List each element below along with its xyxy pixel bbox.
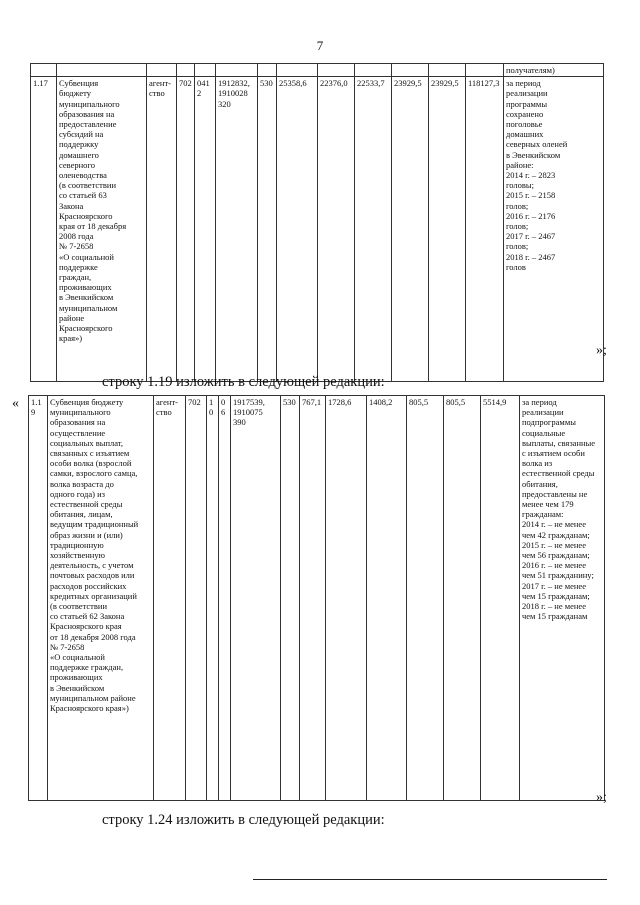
table-row [29,396,605,801]
value-2017-cell: 23929,5 [392,77,429,382]
csr-cell: 1912832, 1910028 320 [216,77,258,382]
closing-quote: »; [596,790,607,805]
instruction-line: строку 1.19 изложить в следующей редакции: [102,374,385,390]
agency-cell: агент- ство [147,77,177,382]
total-cell: 5514,9 [481,396,520,801]
result-cell: за период реализации подпрограммы социальные выплаты, связанные с изъятием особи волка из естественной среды обитания, предоставлены не менее чем 179 гражданам: 2014 г. – не менее чем 42 гражданам; 2015 г. – не менее чем 56 гражданам; 2016 г. – не менее чем 51 гражданину; 2017 г. – не менее чем 15 гражданам; 2018 г. – не менее чем 15 гражданам [520,396,605,801]
value-2015-cell: 22376,0 [318,77,355,382]
value-2014-cell: 25358,6 [277,77,318,382]
budget-table-row-1-17 [30,63,604,382]
result-cell: за период реализации программы сохранено поголовье домашних северных оленей в Эвенкийском районе: 2014 г. – 2823 головы; 2015 г. – 2158 голов; 2016 г. – 2176 голов; 2017 г. – 2467 голов; 2018 г. – 2467 голов [504,77,604,382]
footnote-rule [253,879,607,880]
closing-quote: »; [596,343,607,358]
grbs-cell: 702 [186,396,207,801]
header-tail-cell: получателям) [504,64,604,77]
value-2016-cell: 22533,7 [355,77,392,382]
rzpr-cell: 0412 [195,77,216,382]
value-2018-cell: 23929,5 [429,77,466,382]
row-name-cell: Субвенция бюджету муниципального образования на осуществление социальных выплат, связанных с изъятием особи волка (взрослой самки, взрослого самца, волка возраста до одного года) из естественной среды обитания, лицам, ведущим традиционный образ жизни и (или) традиционную хозяйственную деятельность, с учетом почтовых расходов или расходов российских кредитных организаций (в соответствии со статьей 62 Закона Красноярского края от 18 декабря 2008 года № 7-2658 «О социальной поддержке граждан, проживающих в Эвенкийском муниципальном районе Красноярского края») [48,396,154,801]
row-number-cell: 1.17 [31,77,57,382]
rz-cell: 10 [207,396,219,801]
row-number-cell: 1.19 [29,396,48,801]
budget-table-row-1-19 [28,395,605,801]
opening-quote: « [12,396,19,411]
instruction-line: строку 1.24 изложить в следующей редакции: [102,812,385,828]
row-name-cell: Субвенция бюджету муниципального образования на предоставление субсидий на поддержку домашнего северного оленеводства (в соответствии со статьей 63 Закона Красноярского края от 18 декабря 2008 года № 7-2658 «О социальной поддержке граждан, проживающих в Эвенкийском муниципальном районе Красноярского края») [57,77,147,382]
value-2016-cell: 1408,2 [367,396,407,801]
value-2017-cell: 805,5 [407,396,444,801]
page-number: 7 [316,38,324,53]
total-cell: 118127,3 [466,77,504,382]
grbs-cell: 702 [177,77,195,382]
value-2015-cell: 1728,6 [326,396,367,801]
vr-cell: 530 [258,77,277,382]
value-2014-cell: 767,1 [300,396,326,801]
value-2018-cell: 805,5 [444,396,481,801]
csr-cell: 1917539, 1910075 390 [231,396,281,801]
pr-cell: 06 [219,396,231,801]
table-header-row [31,64,604,77]
vr-cell: 530 [281,396,300,801]
table-row [31,77,604,382]
agency-cell: агент- ство [154,396,186,801]
